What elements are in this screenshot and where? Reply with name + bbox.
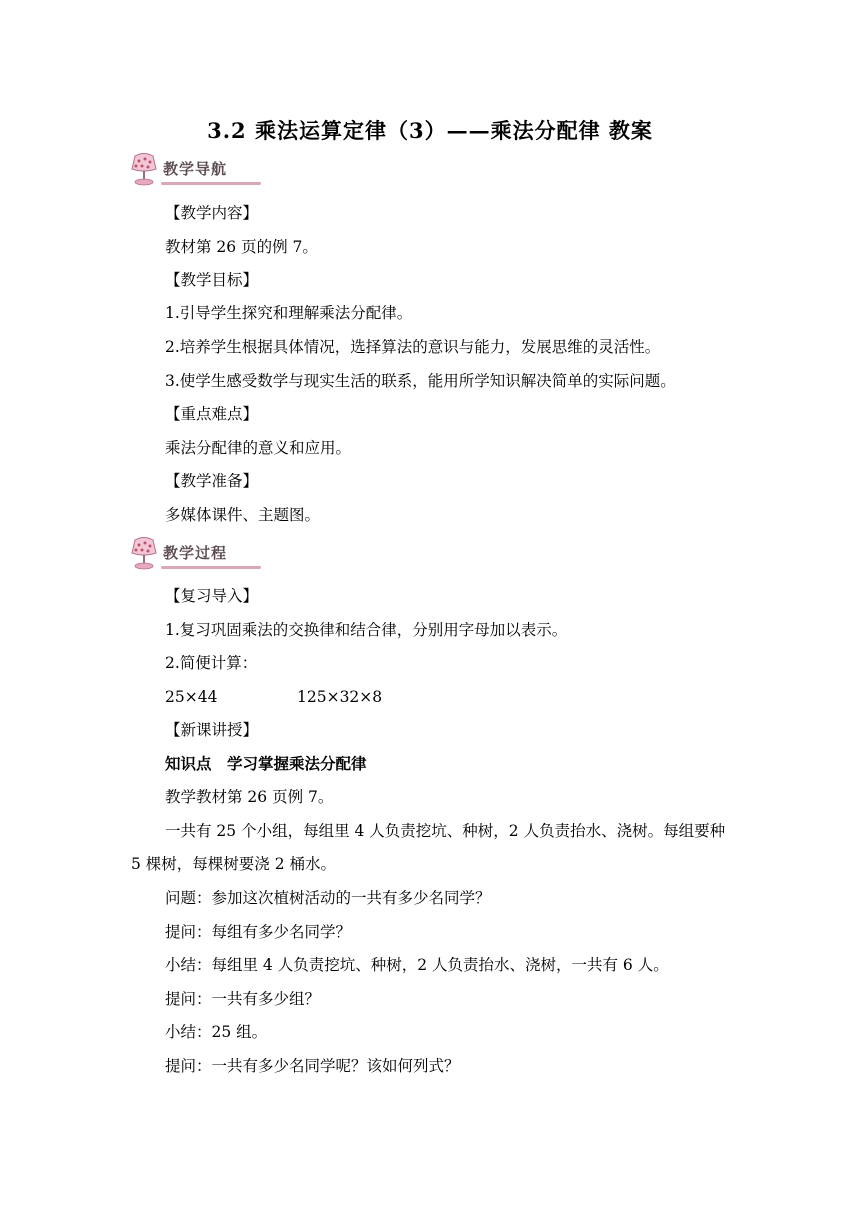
goal-item-1: 1.引导学生探究和理解乘法分配律。 [165,304,413,322]
goals-heading: 【教学目标】 [165,271,259,289]
prep-text: 多媒体课件、主题图。 [165,506,321,524]
calc-b: 125×32×8 [297,688,383,706]
summary-1: 小结：每组里 4 人负责挖坑、种树，2 人负责抬水、浇树，一共有 6 人。 [165,956,669,974]
goal-item-3: 3.使学生感受数学与现实生活的联系，能用所学知识解决简单的实际问题。 [165,372,676,390]
page-title: 3.2 乘法运算定律（3）——乘法分配律 教案 [207,118,653,143]
summary-2: 小结：25 组。 [165,1023,268,1041]
lamp-icon [127,152,161,188]
section-banner-process [127,536,262,572]
banner-underline [161,182,261,185]
banner-label: 教学导航 [163,160,228,178]
question-3: 提问：一共有多少组？ [165,990,321,1008]
key-heading: 【重点难点】 [165,405,259,423]
review-item-2: 2.简便计算： [165,654,258,672]
review-item-1: 1.复习巩固乘法的交换律和结合律，分别用字母加以表示。 [165,621,568,639]
question-4: 提问：一共有多少名同学呢？该如何列式？ [165,1057,460,1075]
teach-line: 教学教材第 26 页例 7。 [165,788,334,806]
key-text: 乘法分配律的意义和应用。 [165,439,352,457]
problem-paragraph: 一共有 25 个小组，每组里 4 人负责挖坑、种树，2 人负责抬水、浇树。每组要种 5 棵树，每棵树要浇 2 桶水。 [131,822,726,873]
new-lesson-heading: 【新课讲授】 [165,721,259,739]
knowledge-point-heading: 知识点 学习掌握乘法分配律 [165,755,367,773]
lamp-icon [127,536,161,572]
content-heading: 【教学内容】 [165,204,259,222]
goal-item-2: 2.培养学生根据具体情况，选择算法的意识与能力，发展思维的灵活性。 [165,338,661,356]
banner-underline [161,566,261,569]
content-text: 教材第 26 页的例 7。 [165,238,318,256]
calc-a: 25×44 [165,688,218,706]
question-1: 问题：参加这次植树活动的一共有多少名同学？ [165,889,491,907]
section-banner-nav [127,152,262,188]
review-heading: 【复习导入】 [165,587,259,605]
question-2: 提问：每组有多少名同学？ [165,923,352,941]
banner-label: 教学过程 [163,544,228,562]
prep-heading: 【教学准备】 [165,472,259,490]
